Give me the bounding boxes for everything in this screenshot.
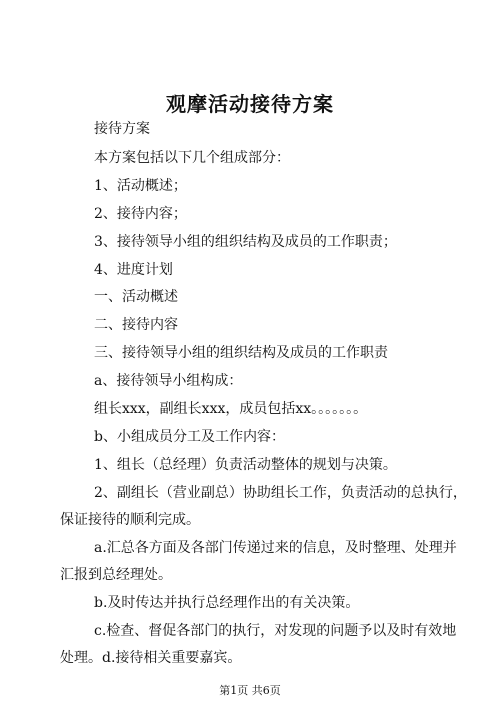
paragraph-line: 4、进度计划 (94, 262, 173, 278)
paragraph-line: 组长xxx，副组长xxx，成员包括xx。。。。。。。 (94, 401, 368, 417)
document-title: 观摩活动接待方案 (166, 92, 334, 116)
paragraph-line: 3、接待领导小组的组织结构及成员的工作职责； (94, 234, 397, 250)
paragraph-line: 接待方案 (94, 121, 150, 137)
paragraph-line: 2、副组长（营业副总）协助组长工作，负责活动的总执行， (94, 485, 467, 501)
paragraph-line: 1、活动概述； (94, 178, 187, 194)
section-heading: 二、接待内容 (94, 317, 178, 333)
paragraph-line: 本方案包括以下几个组成部分： (94, 150, 290, 166)
paragraph-line: a.汇总各方面及各部门传递过来的信息，及时整理、处理并 (94, 540, 457, 556)
page-number-footer: 第1页 共6页 (219, 684, 281, 697)
paragraph-line: a、接待领导小组构成： (94, 373, 243, 389)
paragraph-line: b.及时传达并执行总经理作出的有关决策。 (94, 595, 360, 611)
paragraph-line: 2、接待内容； (94, 206, 187, 222)
paragraph-line: 1、组长（总经理）负责活动整体的规划与决策。 (94, 457, 397, 473)
paragraph-line: b、小组成员分工及工作内容： (94, 429, 285, 445)
paragraph-line: 保证接待的顺利完成。 (60, 512, 200, 528)
paragraph-line: 汇报到总经理处。 (60, 567, 172, 583)
section-heading: 一、活动概述 (94, 289, 178, 305)
paragraph-line: c.检查、督促各部门的执行，对发现的问题予以及时有效地 (94, 623, 457, 639)
section-heading: 三、接待领导小组的组织结构及成员的工作职责 (94, 345, 388, 361)
paragraph-line: 处理。d.接待相关重要嘉宾。 (60, 650, 242, 666)
